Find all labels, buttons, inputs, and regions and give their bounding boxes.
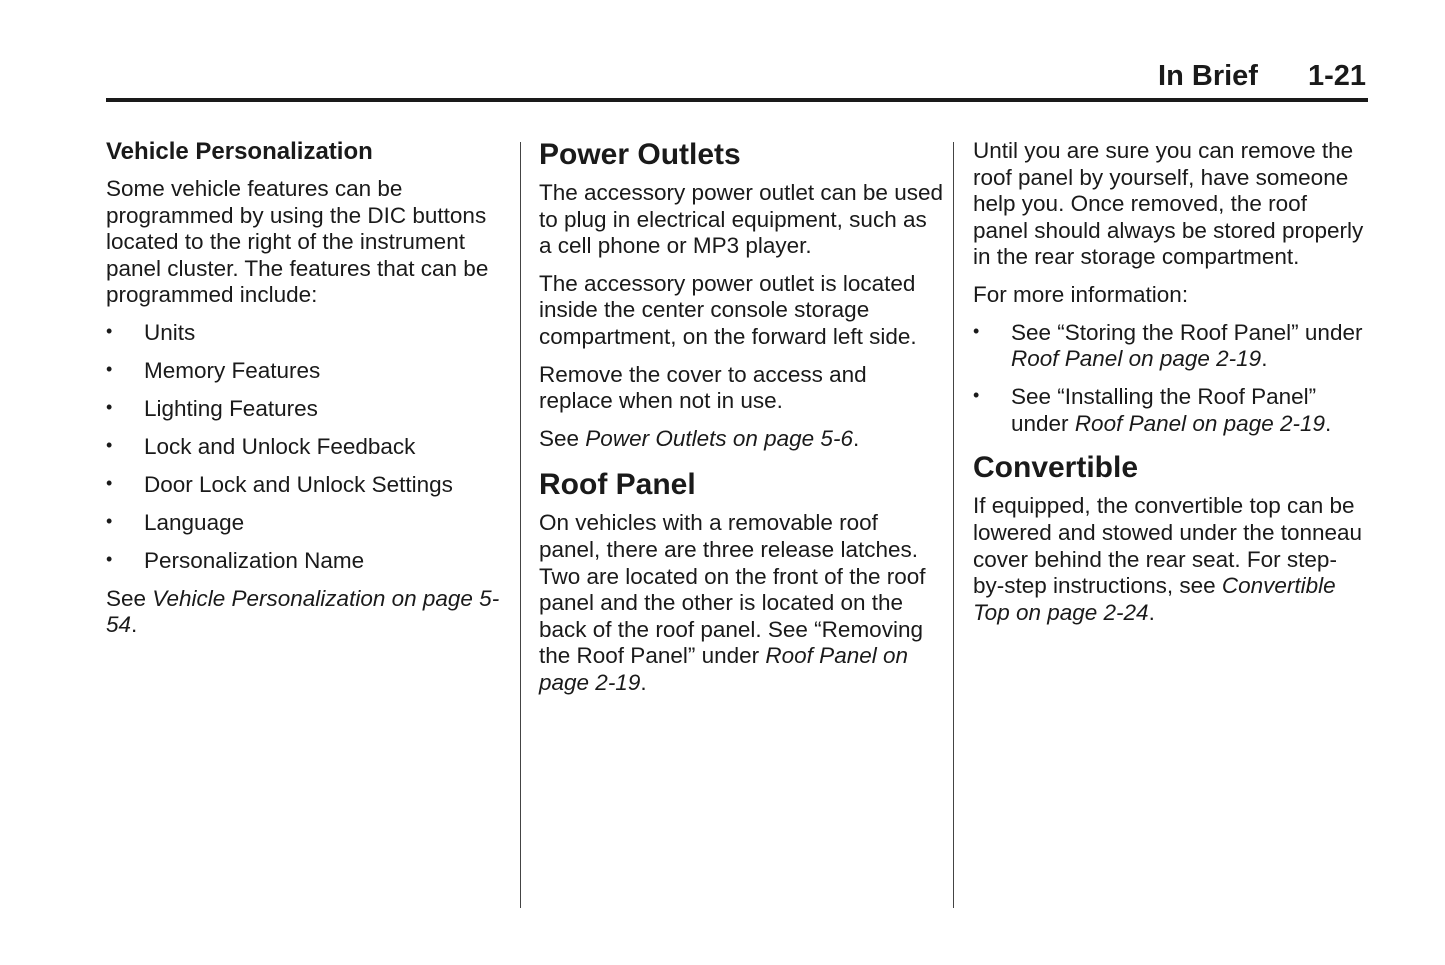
list-item: • Personalization Name	[106, 547, 365, 573]
list-item: • Memory Features	[106, 357, 321, 383]
column-divider	[520, 142, 521, 908]
cross-reference-link[interactable]: Convertible Top on page 2-24	[973, 573, 1336, 625]
vehicle-personalization-heading: Vehicle Personalization	[106, 138, 373, 165]
bullet-icon: •	[106, 510, 113, 531]
cross-reference-link[interactable]: Vehicle Personalization on page 5-54	[106, 585, 500, 638]
bullet-icon: •	[106, 548, 113, 569]
roof-removal-paragraph: Until you are sure you can remove the roof panel by yourself, have someone help you. Once removed, the roof panel should always be stored properly in the rear storage compartment.	[973, 138, 1364, 270]
convertible-paragraph: If equipped, the convertible top can be lowered and stowed under the tonneau cover behind the rear seat. For step-by-step instructions, see Convertible Top on page 2-24.	[973, 493, 1363, 625]
power-outlets-reference: See Power Outlets on page 5-6.	[539, 425, 860, 451]
power-outlets-paragraph: The accessory power outlet is located inside the center console storage compartment, on the forward left side.	[539, 270, 917, 349]
list-item: • Lighting Features	[106, 395, 318, 421]
list-item: • See “Storing the Roof Panel” under Roof Panel on page 2-19.	[973, 319, 1363, 372]
power-outlets-heading: Power Outlets	[539, 138, 741, 171]
list-item: • Language	[106, 509, 245, 535]
roof-reference-list	[973, 320, 1368, 438]
bullet-icon: •	[106, 472, 113, 493]
column-middle	[539, 138, 944, 708]
cross-reference-link[interactable]: Roof Panel on page 2-19	[539, 643, 909, 695]
convertible-heading: Convertible	[973, 451, 1139, 485]
list-item: • Door Lock and Unlock Settings	[106, 471, 453, 497]
page-number: 1-21	[1307, 60, 1366, 92]
page-header	[106, 58, 1368, 102]
more-info-label: For more information:	[973, 281, 1189, 307]
bullet-icon: •	[973, 385, 980, 406]
list-item: • See “Installing the Roof Panel” under Roof Panel on page 2-19.	[973, 384, 1332, 436]
header-title	[1158, 60, 1366, 92]
list-item: • Units	[106, 319, 196, 345]
column-right	[973, 138, 1368, 637]
cross-reference-link[interactable]: Roof Panel on page 2-19	[1074, 410, 1326, 436]
section-name: In Brief	[1158, 60, 1258, 92]
cross-reference-link[interactable]: Roof Panel on page 2-19	[1011, 346, 1262, 372]
power-outlets-paragraph: The accessory power outlet can be used to plug in electrical equipment, such as a cell phone or MP3 player.	[539, 180, 943, 259]
column-left	[106, 138, 506, 650]
personalization-intro: Some vehicle features can be programmed by using the DIC buttons located to the right of the instrument panel cluster. The features that can be programmed include:	[106, 176, 489, 308]
features-list	[106, 320, 506, 575]
roof-panel-paragraph: On vehicles with a removable roof panel, there are three release latches. Two are located on the front of the roof panel and the other is located on the back of the roof panel. See “Removing the Roof Panel” under Roof Panel on page 2-19.	[539, 510, 926, 695]
bullet-icon: •	[106, 396, 113, 417]
bullet-icon: •	[106, 320, 113, 341]
bullet-icon: •	[106, 434, 113, 455]
power-outlets-paragraph: Remove the cover to access and replace when not in use.	[539, 361, 867, 414]
bullet-icon: •	[106, 358, 113, 379]
cross-reference-link[interactable]: Power Outlets on page 5-6	[585, 425, 853, 451]
column-divider	[953, 142, 954, 908]
roof-panel-heading: Roof Panel	[539, 468, 696, 502]
list-item: • Lock and Unlock Feedback	[106, 433, 416, 459]
personalization-reference: See Vehicle Personalization on page 5-54.	[106, 585, 500, 638]
bullet-icon: •	[973, 320, 980, 341]
